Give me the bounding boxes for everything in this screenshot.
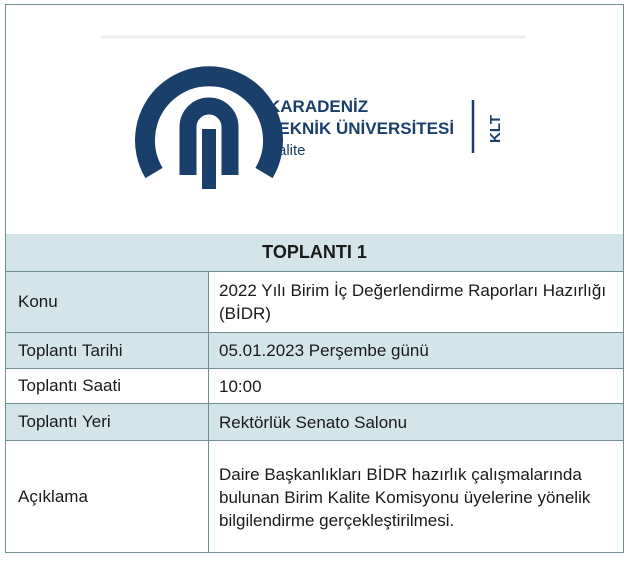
row-label: Konu bbox=[6, 272, 209, 332]
row-value: 10:00 bbox=[219, 376, 262, 396]
brand-line-3: Kalite bbox=[268, 142, 306, 159]
brand-line-1: KARADENİZ bbox=[268, 97, 369, 116]
row-value: Daire Başkanlıkları BİDR hazırlık çalışmalarında bulunan Birim Kalite Komisyonu üyelerine yönelik bilgilendirme gerçekleştirilmesi. bbox=[219, 464, 591, 530]
row-label: Toplantı Tarihi bbox=[6, 333, 209, 368]
emblem-icon bbox=[145, 76, 273, 189]
meeting-title: TOPLANTI 1 bbox=[6, 234, 623, 272]
meeting-document bbox=[5, 4, 624, 553]
table-row-konu bbox=[6, 272, 623, 333]
university-logo bbox=[6, 5, 623, 234]
table-row-date bbox=[6, 333, 623, 369]
logo-header bbox=[6, 5, 623, 235]
row-value: 2022 Yılı Birim İç Değerlendirme Raporları Hazırlığı (BİDR) bbox=[209, 272, 623, 332]
table-row-time bbox=[6, 369, 623, 404]
row-label: Toplantı Yeri bbox=[6, 404, 209, 440]
row-label: Toplantı Saati bbox=[6, 369, 209, 403]
klt-mark: KLT bbox=[487, 114, 504, 143]
row-value: 05.01.2023 Perşembe günü bbox=[219, 341, 429, 360]
table-row-place bbox=[6, 404, 623, 441]
table-row-description bbox=[6, 441, 623, 553]
row-label: Açıklama bbox=[6, 441, 209, 553]
row-value: Rektörlük Senato Salonu bbox=[219, 412, 408, 432]
brand-line-2: TEKNİK ÜNİVERSİTESİ bbox=[268, 119, 455, 138]
